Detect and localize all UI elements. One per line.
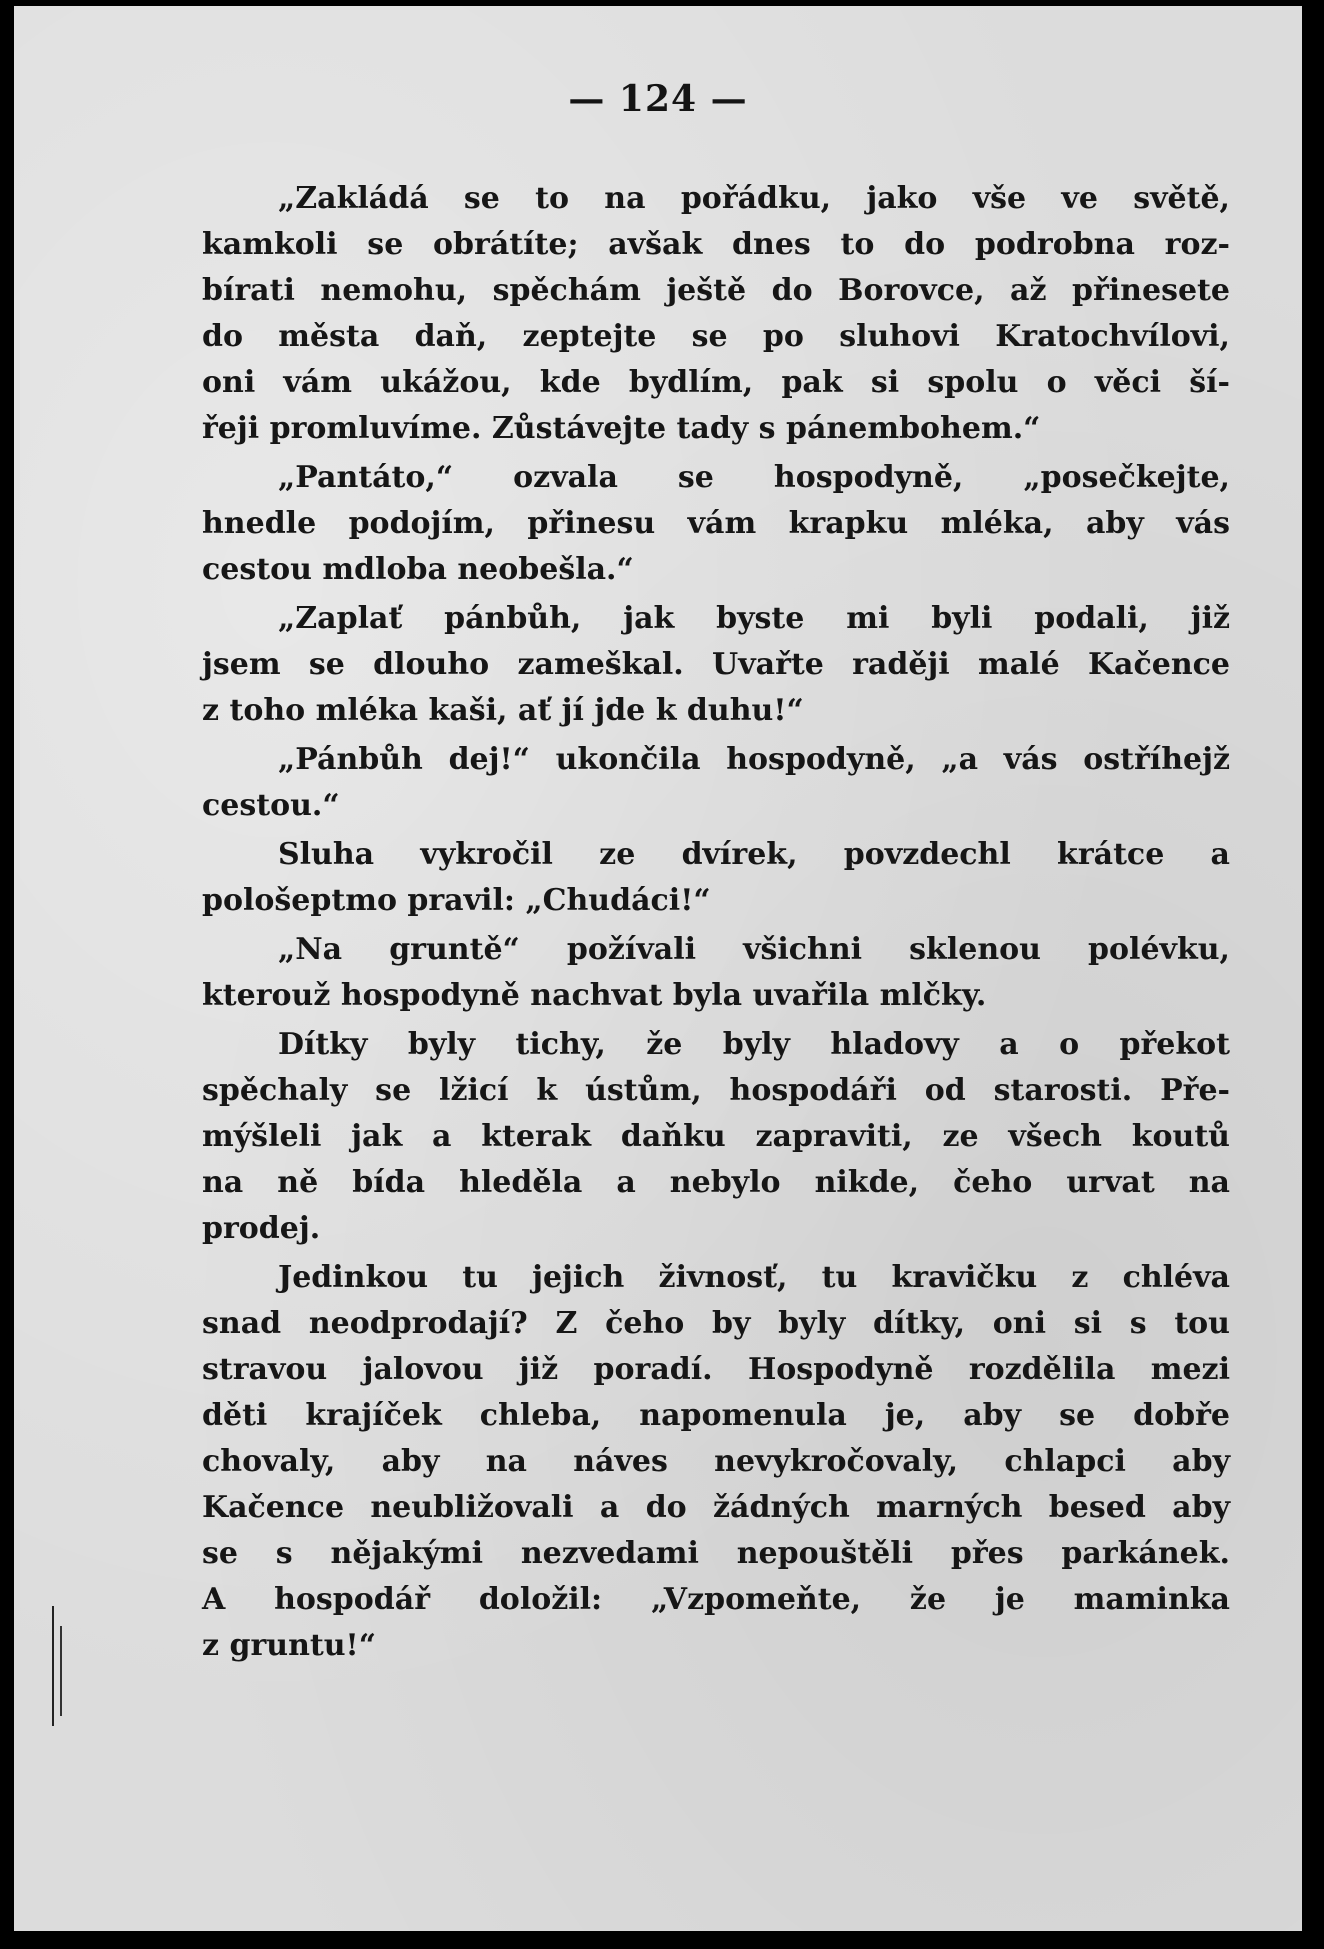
binding-mark: [60, 1626, 62, 1716]
paragraph-line: bírati nemohu, spěchám ještě do Borovce, až přinesete: [202, 273, 1230, 308]
paragraph-line: do města daň, zeptejte se po sluhovi Kratochvílovi,: [202, 319, 1230, 354]
paragraph-first-line: „Zaplať pánbůh, jak byste mi byli podali, již: [278, 601, 1230, 636]
paragraph-first-line: „Zakládá se to na pořádku, jako vše ve světě,: [278, 181, 1230, 216]
paragraph-line: kterouž hospodyně nachvat byla uvařila mlčky.: [202, 978, 987, 1013]
paragraph-line: z gruntu!“: [202, 1628, 376, 1663]
paragraph-first-line: Dítky byly tichy, že byly hladovy a o překot: [278, 1027, 1230, 1062]
paragraph-line: pološeptmo pravil: „Chudáci!“: [202, 883, 711, 918]
paragraph-line: jsem se dlouho zameškal. Uvařte raději malé Kačence: [202, 647, 1230, 682]
paragraph-first-line: Jedinkou tu jejich živnosť, tu kravičku z chléva: [278, 1260, 1230, 1295]
binding-mark: [52, 1606, 54, 1726]
paragraph-first-line: „Pantáto,“ ozvala se hospodyně, „posečkejte,: [278, 460, 1230, 495]
book-page: [14, 6, 1302, 1931]
paragraph-first-line: „Na gruntě“ požívali všichni sklenou polévku,: [278, 932, 1230, 967]
paragraph-first-line: „Pánbůh dej!“ ukončila hospodyně, „a vás ostříhejž: [278, 742, 1230, 777]
paragraph-line: děti krajíček chleba, napomenula je, aby se dobře: [202, 1398, 1230, 1433]
paragraph-line: prodej.: [202, 1211, 321, 1246]
paragraph-line: stravou jalovou již poradí. Hospodyně rozdělila mezi: [202, 1352, 1230, 1387]
paragraph-line: cestou.“: [202, 788, 340, 823]
paragraph-line: řeji promluvíme. Zůstávejte tady s pánembohem.“: [202, 411, 1041, 446]
paragraph-line: hnedle podojím, přinesu vám krapku mléka, aby vás: [202, 506, 1230, 541]
paragraph-line: se s nějakými nezvedami nepouštěli přes parkánek.: [202, 1536, 1230, 1571]
paragraph-line: spěchaly se lžicí k ústům, hospodáři od starosti. Pře-: [202, 1073, 1230, 1108]
paragraph-line: chovaly, aby na náves nevykročovaly, chlapci aby: [202, 1444, 1230, 1479]
paragraph-first-line: Sluha vykročil ze dvírek, povzdechl krátce a: [278, 837, 1230, 872]
paragraph-line: z toho mléka kaši, ať jí jde k duhu!“: [202, 693, 804, 728]
body-text: [202, 176, 1230, 1669]
paragraph-line: kamkoli se obrátíte; avšak dnes to do podrobna roz-: [202, 227, 1230, 262]
paragraph-line: Kačence neubližovali a do žádných marných besed aby: [202, 1490, 1230, 1525]
paragraph-line: A hospodář doložil: „Vzpomeňte, že je maminka: [202, 1582, 1230, 1617]
paragraph-line: oni vám ukážou, kde bydlím, pak si spolu o věci ší-: [202, 365, 1230, 400]
paragraph-line: na ně bída hleděla a nebylo nikde, čeho urvat na: [202, 1165, 1230, 1200]
paragraph-line: snad neodprodají? Z čeho by byly dítky, oni si s tou: [202, 1306, 1230, 1341]
paragraph-line: mýšleli jak a kterak daňku zapraviti, ze všech koutů: [202, 1119, 1230, 1154]
page-number: — 124 —: [568, 78, 748, 120]
paragraph-line: cestou mdloba neobešla.“: [202, 552, 634, 587]
